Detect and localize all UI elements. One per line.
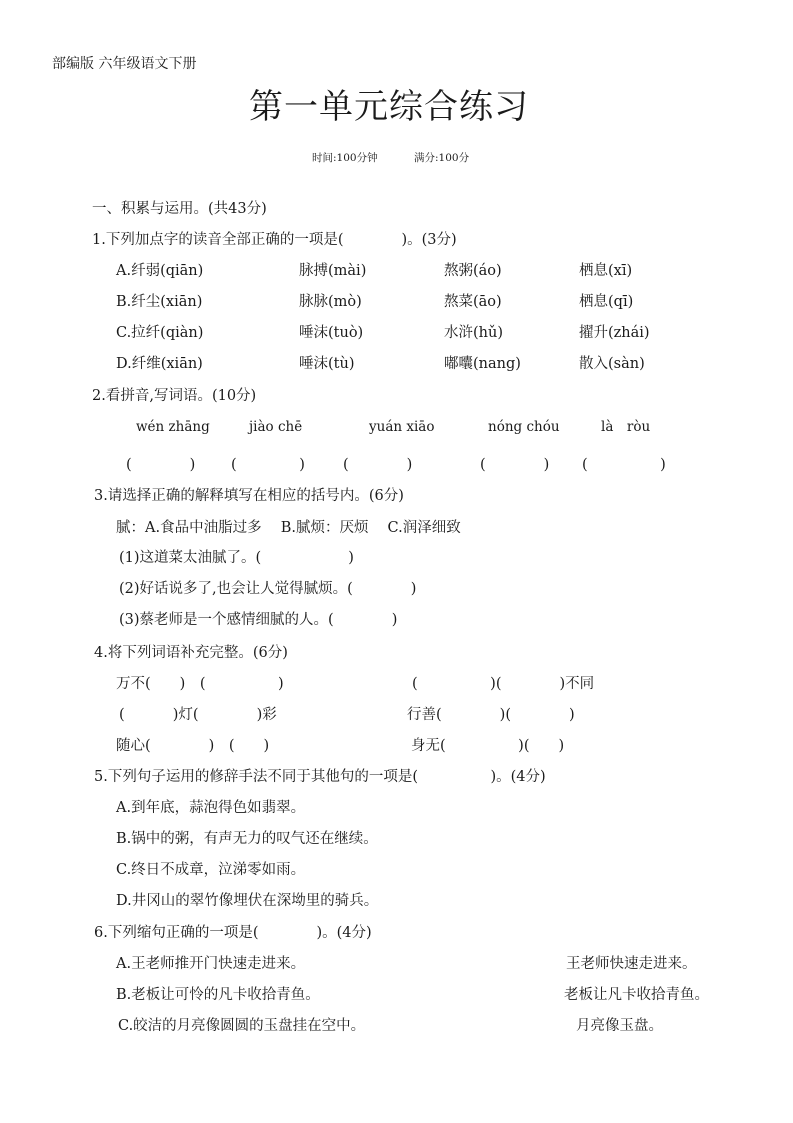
q1-option-b-4: 栖息(qī) xyxy=(579,294,634,310)
q1-option-d-2: 唾沫(tù) xyxy=(299,356,355,372)
answer-blank-3[interactable]: ( ) xyxy=(343,457,413,473)
q4-idiom-3: ( )灯( )彩 xyxy=(119,707,277,723)
q3-definitions: 腻：A.食品中油脂过多 B.腻烦：厌烦 C.润泽细致 xyxy=(116,520,461,536)
q1-option-c-2: 唾沫(tuò) xyxy=(299,325,364,341)
q1-option-c-3: 水浒(hǔ) xyxy=(444,325,503,341)
q6-option-b-answer: 老板让凡卡收拾青鱼。 xyxy=(564,987,709,1003)
q5-option-d: D.井冈山的翠竹像埋伏在深坳里的骑兵。 xyxy=(116,893,379,909)
pinyin-5: là ròu xyxy=(601,419,651,435)
pinyin-4: nóng chóu xyxy=(488,419,560,435)
q1-option-b-3: 熬菜(āo) xyxy=(444,294,502,310)
question-4-stem: 4.将下列词语补充完整。(6分) xyxy=(94,645,288,661)
q6-option-b: B.老板让可怜的凡卡收拾青鱼。 xyxy=(116,987,320,1003)
q6-option-c: C.皎洁的月亮像圆圆的玉盘挂在空中。 xyxy=(118,1018,366,1034)
page-title: 第一单元综合练习 xyxy=(249,87,529,127)
q1-option-b-2: 脉脉(mò) xyxy=(299,294,362,310)
q5-option-a: A.到年底，蒜泡得色如翡翠。 xyxy=(116,800,306,816)
answer-blank-4[interactable]: ( ) xyxy=(480,457,550,473)
q1-option-a-3: 熬粥(áo) xyxy=(444,263,502,279)
full-score: 满分:100分 xyxy=(414,152,470,164)
q4-idiom-2: ( )( )不同 xyxy=(412,676,595,692)
q4-idiom-1: 万不( ) ( ) xyxy=(116,676,284,692)
q3-item-1: (1)这道菜太油腻了。( ) xyxy=(119,550,354,566)
q1-option-d-4: 散入(sàn) xyxy=(579,356,645,372)
q1-option-d-3: 嘟囔(nang) xyxy=(444,356,521,372)
q1-option-a-2: 脉搏(mài) xyxy=(299,263,367,279)
pinyin-2: jiào chē xyxy=(249,419,303,435)
q6-option-a: A.王老师推开门快速走进来。 xyxy=(116,956,306,972)
q1-option-d-1: D.纤维(xiān) xyxy=(116,356,203,372)
q1-option-c-1: C.拉纤(qiàn) xyxy=(116,325,204,341)
question-6-stem: 6.下列缩句正确的一项是( )。(4分) xyxy=(94,925,372,941)
q1-option-b-1: B.纤尘(xiān) xyxy=(116,294,203,310)
q4-idiom-6: 身无( )( ) xyxy=(411,738,565,754)
q1-option-a-1: A.纤弱(qiān) xyxy=(116,263,204,279)
q5-option-c: C.终日不成章，泣涕零如雨。 xyxy=(116,862,306,878)
answer-blank-2[interactable]: ( ) xyxy=(231,457,305,473)
question-5-stem: 5.下列句子运用的修辞手法不同于其他句的一项是( )。(4分) xyxy=(94,769,546,785)
pinyin-3: yuán xiāo xyxy=(369,419,435,435)
pinyin-1: wén zhāng xyxy=(136,419,210,435)
q1-option-a-4: 栖息(xī) xyxy=(579,263,633,279)
q6-option-c-answer: 月亮像玉盘。 xyxy=(576,1018,663,1034)
q4-idiom-4: 行善( )( ) xyxy=(407,707,575,723)
time-limit: 时间:100分钟 xyxy=(312,152,378,164)
q5-option-b: B.锅中的粥，有声无力的叹气还在继续。 xyxy=(116,831,378,847)
q1-option-c-4: 擢升(zhái) xyxy=(579,325,650,341)
q6-option-a-answer: 王老师快速走进来。 xyxy=(566,956,697,972)
q3-item-2: (2)好话说多了,也会让人觉得腻烦。( ) xyxy=(119,581,417,597)
question-1-stem: 1.下列加点字的读音全部正确的一项是( )。(3分) xyxy=(92,232,457,248)
section-heading: 一、积累与运用。(共43分) xyxy=(92,201,267,217)
q4-idiom-5: 随心( ) ( ) xyxy=(116,738,270,754)
answer-blank-1[interactable]: ( ) xyxy=(126,457,196,473)
edition-label: 部编版 六年级语文下册 xyxy=(52,56,197,72)
question-3-stem: 3.请选择正确的解释填写在相应的括号内。(6分) xyxy=(94,488,404,504)
answer-blank-5[interactable]: ( ) xyxy=(582,457,666,473)
question-2-stem: 2.看拼音,写词语。(10分) xyxy=(92,388,257,404)
q3-item-3: (3)蔡老师是一个感情细腻的人。( ) xyxy=(119,612,398,628)
